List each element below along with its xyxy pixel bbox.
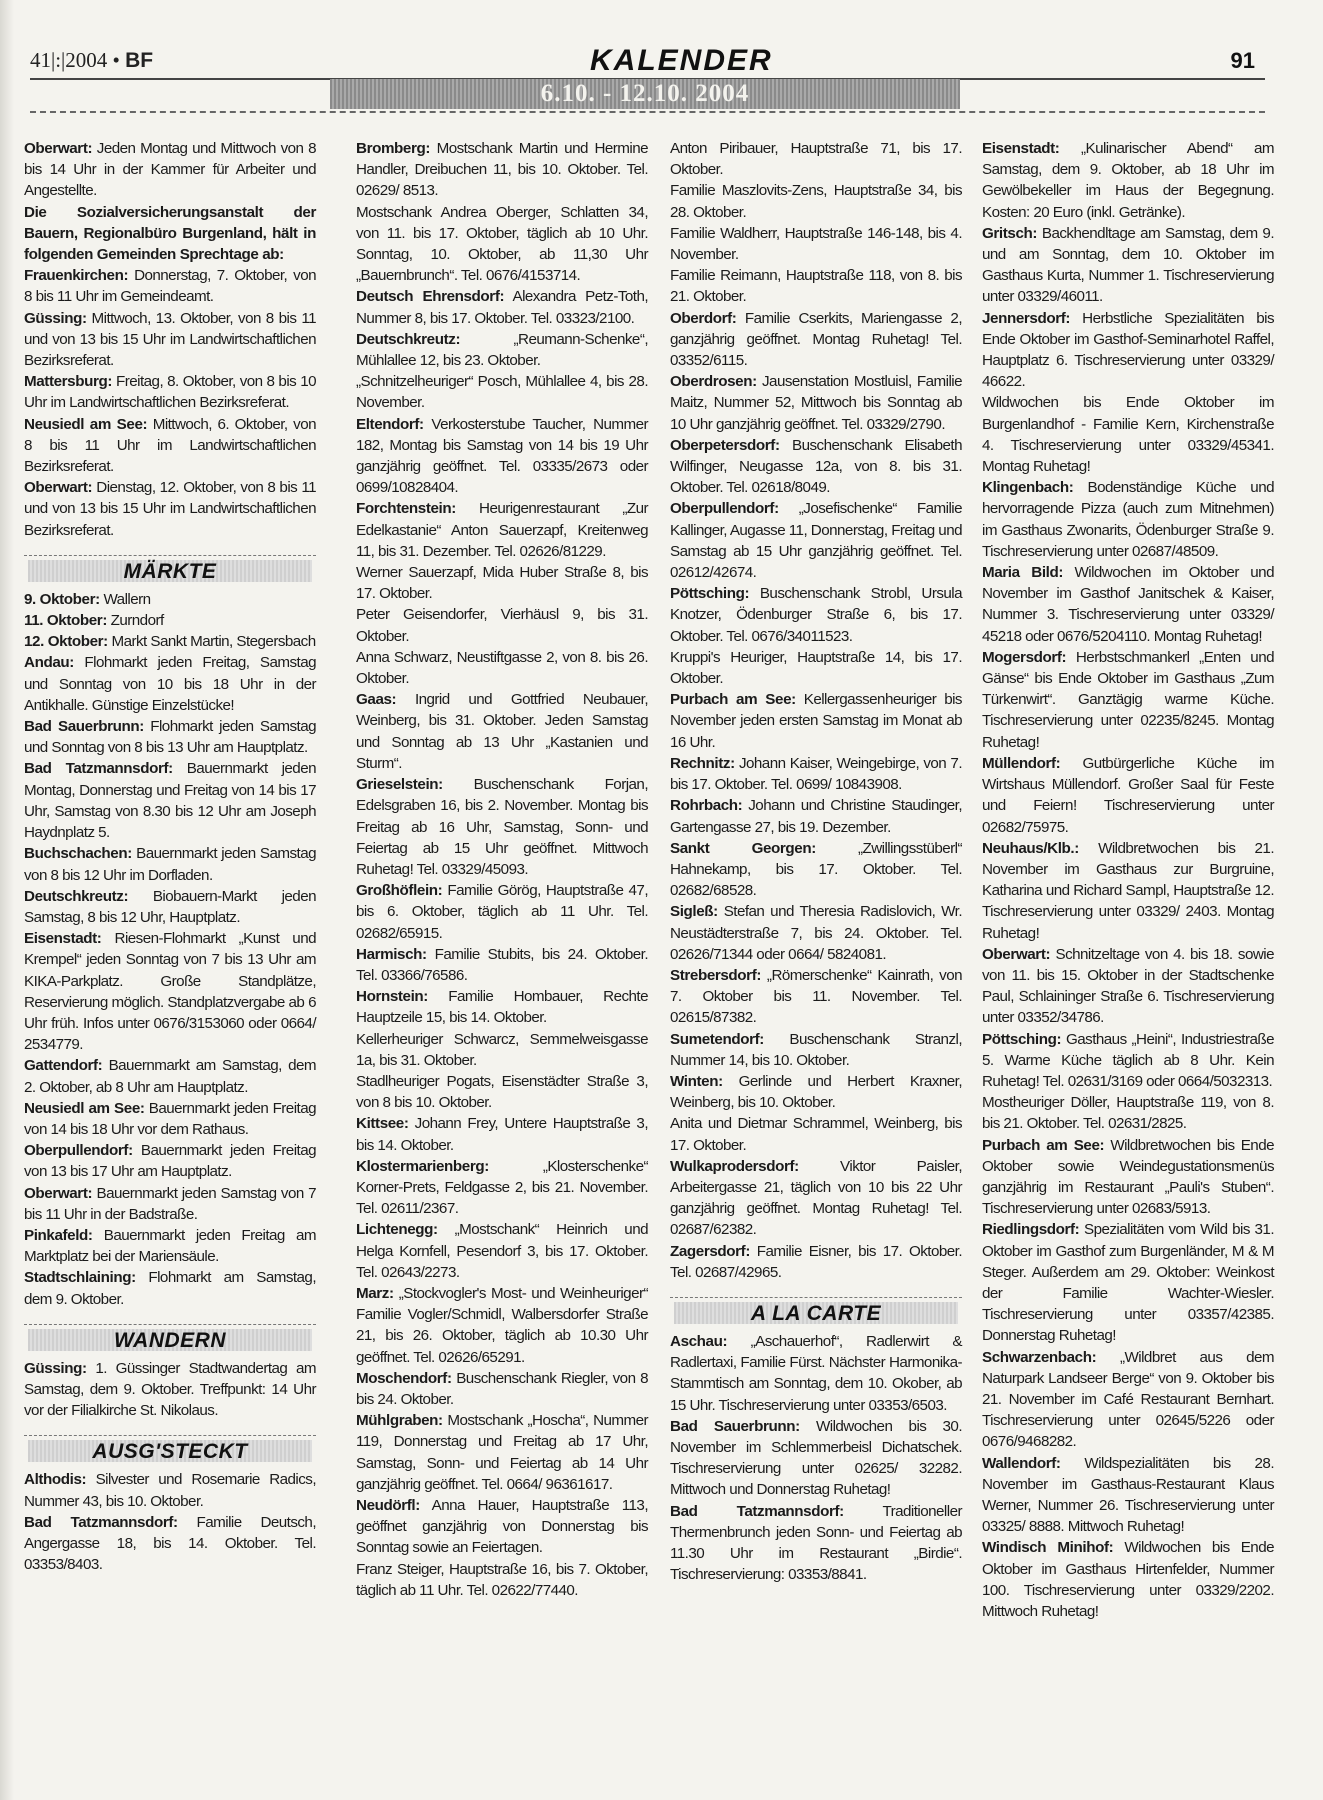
listing-text: Donnerstag, 7. Oktober, von 8 bis 11 Uhr im Gemeindeamt. — [24, 267, 316, 306]
listing-place: Mattersburg: — [24, 373, 113, 391]
listing-text: Silvester und Rosemarie Radics, Nummer 43, bis 10. Oktober. — [24, 1471, 316, 1510]
listing-entry — [24, 1512, 316, 1576]
listing-place: Klingenbach: — [982, 479, 1074, 497]
listing-entry — [982, 1453, 1274, 1538]
listing-entry — [24, 371, 316, 413]
listing-entry — [670, 1071, 962, 1113]
listing-text: Anna Hauer, Hauptstraße 113, geöffnet ganzjährig von Donnerstag bis Sonntag sowie an Feiertagen. — [356, 1497, 648, 1557]
column-1 — [24, 138, 316, 1575]
listing-place: Güssing: — [24, 1359, 87, 1377]
listing-place: Purbach am See: — [982, 1136, 1105, 1154]
listing-place: Frauenkirchen: — [24, 267, 129, 285]
listing-place: Oberwart: — [982, 945, 1051, 963]
wandern-list — [24, 1358, 316, 1422]
listing-entry — [670, 901, 962, 965]
listing-entry — [982, 1219, 1274, 1346]
listing-place: Windisch Minihof: — [982, 1539, 1114, 1557]
column-2 — [356, 138, 648, 1601]
listing-entry — [356, 202, 648, 287]
listing-text: „Wildbret aus dem Naturpark Landseer Berge“ von 9. Oktober bis 21. November im Café Restaurant Bernhart. Tischreservierung unter 02645/5226 oder 0676/9468282. — [982, 1348, 1274, 1451]
listing-entry — [670, 689, 962, 753]
listing-text: „Klosterschenke“ Korner-Prets, Feldgasse 2, bis 21. November. Tel. 02611/2367. — [356, 1157, 648, 1218]
listing-entry — [982, 647, 1274, 753]
listing-text: Bauernmarkt jeden Freitag am Marktplatz bei der Mariensäule. — [24, 1226, 316, 1266]
listing-entry — [982, 1347, 1274, 1453]
listing-entry — [356, 1156, 648, 1220]
listing-text: Bauernmarkt jeden Samstag von 8 bis 12 Uhr im Dorfladen. — [24, 845, 316, 884]
listing-text: Peter Geisendorfer, Vierhäusl 9, bis 31. Oktober. — [356, 606, 648, 645]
listing-entry — [982, 1029, 1274, 1093]
listing-place: Klostermarienberg: — [356, 1157, 489, 1175]
listing-place: Güssing: — [24, 309, 87, 327]
listing-place: Jennersdorf: — [982, 309, 1071, 327]
listing-place: Neuhaus/Klb.: — [982, 839, 1079, 857]
listing-entry — [356, 1559, 648, 1601]
listing-place: Eltendorf: — [356, 415, 424, 433]
listing-entry — [24, 1267, 316, 1309]
listing-text: Bauernmarkt jeden Freitag von 13 bis 17 Uhr am Hauptplatz. — [24, 1142, 316, 1181]
listing-text: Anita und Dietmar Schrammel, Weinberg, bis 17. Oktober. — [670, 1115, 962, 1154]
listing-entry — [356, 1283, 648, 1368]
listing-text: Buschenschank Forjan, Edelsgraben 16, bis 2. November. Montag bis Freitag ab 16 Uhr, Samstag, Sonn- und Feiertag ab 15 Uhr geöffnet. Mittwoch Ruhetag! Tel. 03329/45093. — [356, 776, 648, 878]
ausgsteckt-list-part3 — [670, 138, 962, 1283]
listing-place: Neusiedl am See: — [24, 415, 148, 433]
listing-text: Johann und Christine Staudinger, Gartengasse 27, bis 19. Dezember. — [670, 797, 962, 836]
listing-entry — [356, 1219, 648, 1283]
section-dash — [24, 1435, 316, 1436]
listing-entry — [356, 1029, 648, 1071]
listing-place: Wulkaprodersdorf: — [670, 1157, 799, 1175]
listing-entry — [24, 308, 316, 372]
listing-text: Anna Schwarz, Neustiftgasse 2, von 8. bis 26. Oktober. — [356, 648, 648, 688]
listing-place: Hornstein: — [356, 988, 428, 1006]
listing-entry — [670, 647, 962, 689]
listing-text: 1. Güssinger Stadtwandertag am Samstag, dem 9. Oktober. Treffpunkt: 14 Uhr vor der Filialkirche St. Nikolaus. — [24, 1359, 316, 1420]
listing-place: 11. Oktober: — [24, 612, 107, 630]
listing-text: Flohmarkt jeden Samstag und Sonntag von 8 bis 13 Uhr am Hauptplatz. — [24, 718, 316, 757]
listing-place: Buchschachen: — [24, 845, 132, 863]
listing-text: Jausenstation Mostluisl, Familie Maitz, Nummer 52, Mittwoch bis Sonntag ab 10 Uhr ganzjährig geöffnet. Tel. 03329/2790. — [670, 373, 962, 433]
listing-entry — [670, 795, 962, 837]
listing-entry — [356, 880, 648, 944]
listing-text: Familie Eisner, bis 17. Oktober. Tel. 02687/42965. — [670, 1242, 962, 1281]
listing-text: Verkosterstube Taucher, Nummer 182, Montag bis Samstag von 14 bis 19 Uhr ganzjährig geöffnet. Tel. 03335/2673 oder 0699/10828404. — [356, 415, 648, 497]
listing-place: Strebersdorf: — [670, 966, 762, 984]
listing-text: „Reumann-Schenke“, Mühlallee 12, bis 23. Oktober. — [356, 330, 648, 370]
page-header — [30, 44, 1265, 78]
section-header-alacarte — [670, 1297, 962, 1325]
listing-text: Riesen-Flohmarkt „Kunst und Krempel“ jeden Sonntag von 7 bis 13 Uhr am KIKA-Parkplatz. Große Standplätze, Reservierung möglich. Standplatzvergabe ab 6 Uhr früh. Infos unter 0676/3153060 oder 0664/ 2534779. — [24, 930, 316, 1054]
listing-entry — [670, 1501, 962, 1586]
listing-entry — [24, 202, 316, 266]
listing-text: Bauernmarkt jeden Freitag von 14 bis 18 Uhr vor dem Rathaus. — [24, 1099, 316, 1138]
listing-text: Herbstschmankerl „Enten und Gänse“ bis Ende Oktober im Gasthaus „Zum Türkenwirt“. Ganztägig warme Küche. Tischreservierung unter 02235/8245. Montag Ruhetag! — [982, 648, 1274, 751]
listing-entry — [982, 477, 1274, 562]
listing-entry — [24, 1140, 316, 1182]
section-dash — [670, 1297, 962, 1298]
listing-place: Pöttsching: — [670, 585, 750, 603]
listing-text: Franz Steiger, Hauptstraße 16, bis 7. Oktober, täglich ab 11 Uhr. Tel. 02622/77440. — [356, 1560, 648, 1599]
alacarte-list-part1 — [670, 1331, 962, 1585]
listing-place: Sankt Georgen: — [670, 839, 816, 857]
listing-text: Familie Maszlovits-Zens, Hauptstraße 34, bis 28. Oktober. — [670, 182, 962, 221]
listing-text: Anton Piribauer, Hauptstraße 71, bis 17. Oktober. — [670, 140, 962, 179]
listing-entry — [356, 371, 648, 413]
listing-place: Oberpullendorf: — [670, 500, 779, 518]
listing-entry — [24, 1358, 316, 1422]
listing-entry — [356, 498, 648, 562]
listing-entry — [670, 1241, 962, 1283]
listing-place: Eisenstadt: — [24, 930, 102, 948]
listing-text: „Römerschenke“ Kainrath, von 7. Oktober bis 11. November. Tel. 02615/87382. — [670, 966, 962, 1027]
listing-text: Traditioneller Thermenbrunch jeden Sonn- und Feiertag ab 11.30 Uhr im Restaurant „Birdie“. Tischreservierung: 03353/8841. — [670, 1502, 962, 1584]
listing-place: Marz: — [356, 1284, 394, 1302]
listing-place: Bromberg: — [356, 140, 431, 157]
listing-entry — [356, 647, 648, 689]
listing-entry — [24, 652, 316, 716]
issue-number: 41|:|2004 — [30, 48, 108, 72]
section-title-alacarte: A LA CARTE — [674, 1302, 958, 1324]
listing-entry — [670, 435, 962, 499]
listing-place: Riedlingsdorf: — [982, 1221, 1080, 1239]
issue-info — [30, 48, 153, 73]
listing-entry — [24, 843, 316, 885]
listing-place: Althodis: — [24, 1471, 87, 1489]
listing-entry — [982, 1135, 1274, 1220]
listing-text: Herbstliche Spezialitäten bis Ende Oktober im Gasthof-Seminarhotel Raffel, Hauptplatz 6. Tischreservierung unter 03329/ 46622. — [982, 309, 1274, 391]
listing-text: Wildbretwochen bis Ende Oktober sowie Weindegustationsmenüs ganzjährig im Restaurant „Pauli's Stuben“. Tischreservierung unter 02683/5913. — [982, 1136, 1274, 1218]
listing-place: Stadtschlaining: — [24, 1269, 136, 1287]
listing-entry — [24, 1055, 316, 1097]
listing-text: „Kulinarischer Abend“ am Samstag, dem 9. Oktober, ab 18 Uhr im Gewölbekeller im Haus der Begegnung. Kosten: 20 Euro (inkl. Getränke). — [982, 140, 1274, 221]
listing-place: Aschau: — [670, 1332, 728, 1350]
column-4 — [982, 138, 1274, 1622]
listing-place: Die Sozialversicherungsanstalt der Bauern, Regionalbüro Burgenland, hält in folgenden Gemeinden Sprechtage ab: — [24, 203, 316, 264]
listing-place: Forchtenstein: — [356, 500, 456, 518]
date-range-band: 6.10. - 12.10. 2004 — [330, 79, 960, 109]
listing-entry — [982, 1092, 1274, 1134]
listing-entry — [670, 1331, 962, 1416]
listing-place: Zagersdorf: — [670, 1242, 750, 1260]
brand-label: BF — [125, 49, 154, 72]
listing-place: Oberpullendorf: — [24, 1142, 133, 1160]
listing-text: Johann Kaiser, Weingebirge, von 7. bis 17. Oktober. Tel. 0699/ 10843908. — [670, 754, 962, 794]
listing-text: Familie Görög, Hauptstraße 47, bis 6. Oktober, täglich ab 11 Uhr. Tel. 02682/65915. — [356, 882, 648, 942]
listing-entry — [356, 1113, 648, 1155]
section-dash — [24, 1324, 316, 1325]
listing-place: Bad Tatzmannsdorf: — [24, 1513, 178, 1531]
listing-place: Rohrbach: — [670, 797, 743, 815]
listing-text: Werner Sauerzapf, Mida Huber Straße 8, bis 17. Oktober. — [356, 564, 648, 603]
listing-text: Heurigenrestaurant „Zur Edelkastanie“ Anton Sauerzapf, Kreitenweg 11, bis 31. Dezember. Tel. 02626/81229. — [356, 500, 648, 560]
listing-entry — [982, 392, 1274, 477]
listing-entry — [356, 689, 648, 774]
listing-text: Mittwoch, 13. Oktober, von 8 bis 11 und von 13 bis 15 Uhr im Landwirtschaftlichen Bezirksreferat. — [24, 309, 316, 370]
listing-entry — [670, 965, 962, 1029]
listing-entry — [356, 1071, 648, 1113]
listing-place: Moschendorf: — [356, 1369, 452, 1387]
listing-place: Eisenstadt: — [982, 140, 1060, 157]
listing-entry — [24, 716, 316, 758]
listing-text: Wildwochen im Oktober und November im Gasthof Janitschek & Kaiser, Nummer 3. Tischreservierung unter 03329/ 45218 oder 0676/5204110. Montag Ruhetag! — [982, 564, 1274, 645]
listing-entry — [24, 758, 316, 843]
listing-text: Gutbürgerliche Küche im Wirtshaus Müllendorf. Großer Saal für Feste und Feiern! Tischreservierung unter 02682/75975. — [982, 754, 1274, 836]
listing-place: Oberdrosen: — [670, 373, 757, 391]
listing-place: Lichtenegg: — [356, 1221, 438, 1239]
listing-place: Mogersdorf: — [982, 648, 1067, 666]
listing-text: Freitag, 8. Oktober, von 8 bis 10 Uhr im Landwirtschaftlichen Bezirksreferat. — [24, 373, 316, 412]
listing-text: Bodenständige Küche und hervorragende Pizza (auch zum Mitnehmen) im Gasthaus Zwonarits, Ödenburger Straße 9. Tischreservierung unter 02687/48509. — [982, 479, 1274, 560]
listing-place: Neusiedl am See: — [24, 1099, 145, 1117]
listing-place: Großhöflein: — [356, 882, 443, 900]
listing-text: Mittwoch, 6. Oktober, von 8 bis 11 Uhr im Landwirtschaftlichen Bezirksreferat. — [24, 415, 316, 476]
listing-text: „Schnitzelheuriger“ Posch, Mühlallee 4, bis 28. November. — [356, 373, 648, 412]
dashed-divider — [30, 111, 1265, 113]
listing-entry — [670, 1029, 962, 1071]
listing-text: „Aschauerhof“, Radlerwirt & Radlertaxi, Familie Fürst. Nächster Harmonika-Stammtisch am Sonntag, dem 10. Okober, ab 15 Uhr. Tischreservierung unter 03353/6503. — [670, 1332, 962, 1414]
listing-text: „Mostschank“ Heinrich und Helga Kornfell, Pesendorf 3, bis 17. Oktober. Tel. 02643/2273. — [356, 1221, 648, 1281]
listing-place: Pöttsching: — [982, 1030, 1062, 1048]
listing-text: Jeden Montag und Mittwoch von 8 bis 14 Uhr in der Kammer für Arbeiter und Angestellte. — [24, 140, 316, 200]
listing-text: Wildbretwochen bis 21. November im Gasthaus zur Burgruine, Katharina und Richard Sampl, Hauptstraße 12. Tischreservierung unter 03329/ 2403. Montag Ruhetag! — [982, 839, 1274, 942]
listing-entry — [356, 562, 648, 604]
listing-text: Mostheuriger Döller, Hauptstraße 119, von 8. bis 21. Oktober. Tel. 02631/2825. — [982, 1094, 1274, 1133]
listing-text: Buschenschank Stranzl, Nummer 14, bis 10. Oktober. — [670, 1030, 962, 1069]
section-header-maerkte — [24, 555, 316, 583]
listing-text: Flohmarkt jeden Freitag, Samstag und Sonntag von 10 bis 18 Uhr in der Antikhalle. Günstige Einzelstücke! — [24, 654, 316, 714]
listing-place: Deutsch Ehrensdorf: — [356, 288, 505, 306]
listing-entry — [982, 944, 1274, 1029]
listing-entry — [24, 414, 316, 478]
listing-entry — [670, 583, 962, 647]
listing-place: Oberpetersdorf: — [670, 436, 780, 454]
listing-place: Gaas: — [356, 691, 397, 709]
section-dash — [24, 555, 316, 556]
listing-entry — [24, 1183, 316, 1225]
listing-entry — [356, 1410, 648, 1495]
listing-place: Oberwart: — [24, 479, 93, 497]
listing-place: Grieselstein: — [356, 776, 443, 794]
section-title-wandern: WANDERN — [28, 1329, 312, 1351]
ausgsteckt-list-part1 — [24, 1469, 316, 1575]
listing-text: Buschenschank Strobl, Ursula Knotzer, Ödenburger Straße 6, bis 17. Oktober. Tel. 0676/34011523. — [670, 585, 962, 645]
listing-entry — [670, 1156, 962, 1241]
alacarte-list-part2 — [982, 138, 1274, 1622]
listing-text: Wildspezialitäten bis 28. November im Gasthaus-Restaurant Klaus Werner, Nummer 26. Tischreservierung unter 03325/ 8888. Mittwoch Ruhetag! — [982, 1454, 1274, 1536]
listing-place: 9. Oktober: — [24, 590, 100, 608]
listing-entry — [982, 223, 1274, 308]
listing-place: Mühlgraben: — [356, 1412, 443, 1430]
listing-text: Wildwochen bis Ende Oktober im Gasthaus Hirtenfelder, Nummer 100. Tischreservierung unter 03329/2202. Mittwoch Ruhetag! — [982, 1539, 1274, 1621]
issue-bullet: • — [112, 48, 120, 72]
listing-text: Mostschank Martin und Hermine Handler, Dreibuchen 11, bis 10. Oktober. Tel. 02629/ 8513. — [356, 140, 648, 200]
listing-place: Gritsch: — [982, 224, 1038, 242]
listing-entry — [982, 838, 1274, 944]
listing-entry — [24, 265, 316, 307]
listing-text: Stadlheuriger Pogats, Eisenstädter Straße 3, von 8 bis 10. Oktober. — [356, 1072, 648, 1112]
listing-place: Bad Sauerbrunn: — [670, 1417, 800, 1435]
listing-text: Markt Sankt Martin, Stegersbach — [107, 633, 316, 651]
listing-entry — [356, 414, 648, 499]
listing-text: „Stockvogler's Most- und Weinheuriger“ Familie Vogler/Schmidl, Walbersdorfer Straße 21, bis 26. Oktober, täglich ab 10.30 Uhr geöffnet. Tel. 02626/65291. — [356, 1284, 648, 1366]
listing-entry — [670, 180, 962, 222]
listing-place: Maria Bild: — [982, 564, 1064, 582]
listing-text: Alexandra Petz-Toth, Nummer 8, bis 17. Oktober. Tel. 03323/2100. — [356, 288, 649, 327]
listing-place: Winten: — [670, 1072, 723, 1090]
listing-text: Kellergassenheuriger bis November jeden ersten Samstag im Monat ab 16 Uhr. — [670, 691, 962, 751]
listing-entry — [356, 138, 648, 202]
page-title: KALENDER — [590, 44, 773, 77]
listing-entry — [24, 1098, 316, 1140]
listing-text: Familie Deutsch, Angergasse 18, bis 14. Oktober. Tel. 03353/8403. — [24, 1513, 316, 1574]
listing-text: Bauernmarkt jeden Montag, Donnerstag und Freitag von 14 bis 17 Uhr, Samstag von 8.30 bis 12 Uhr am Joseph Haydnplatz 5. — [24, 760, 316, 842]
listing-entry — [24, 589, 316, 610]
listing-entry — [24, 138, 316, 202]
listing-text: Familie Cserkits, Mariengasse 2, ganzjährig geöffnet. Montag Ruhetag! Tel. 03352/6115. — [670, 309, 962, 370]
column-3 — [670, 138, 962, 1585]
listing-text: Johann Frey, Untere Hauptstraße 3, bis 14. Oktober. — [356, 1115, 648, 1154]
listing-text: Ingrid und Gottfried Neubauer, Weinberg, bis 31. Oktober. Jeden Samstag und Sonntag ab 13 Uhr „Kastanien und Sturm“. — [356, 691, 648, 772]
listing-text: Familie Stubits, bis 24. Oktober. Tel. 03366/76586. — [356, 945, 648, 984]
listing-text: Mostschank Andrea Oberger, Schlatten 34, von 11. bis 17. Oktober, täglich ab 10 Uhr. Sonntag, 10. Oktober, ab 11,30 Uhr „Bauernbrunch“. Tel. 0676/4153714. — [356, 203, 648, 285]
listing-place: Oberwart: — [24, 140, 93, 157]
listing-entry — [982, 308, 1274, 393]
listing-entry — [670, 265, 962, 307]
section-header-ausgsteckt — [24, 1435, 316, 1463]
listing-text: Wildwochen bis 30. November im Schlemmerbeisl Dichatschek. Tischreservierung unter 02625/ 32282. Mittwoch und Donnerstag Ruhetag! — [670, 1417, 962, 1499]
listing-text: Biobauern-Markt jeden Samstag, 8 bis 12 Uhr, Hauptplatz. — [24, 887, 316, 926]
listing-place: Deutschkreutz: — [24, 887, 129, 905]
listing-entry — [356, 944, 648, 986]
listing-place: Oberwart: — [24, 1184, 93, 1202]
listing-text: Viktor Paisler, Arbeitergasse 21, täglich von 10 bis 22 Uhr ganzjährig geöffnet. Montag Ruhetag! Tel. 02687/62382. — [670, 1157, 962, 1239]
listing-entry — [24, 928, 316, 1055]
listing-place: Purbach am See: — [670, 691, 796, 709]
listing-place: Gattendorf: — [24, 1057, 103, 1075]
page-number: 91 — [1230, 48, 1255, 73]
listing-text: Wallern — [99, 590, 151, 608]
listing-place: Wallendorf: — [982, 1454, 1061, 1472]
listing-entry — [670, 371, 962, 435]
listing-entry — [670, 1416, 962, 1501]
listing-place: Bad Sauerbrunn: — [24, 718, 144, 736]
listing-entry — [670, 223, 962, 265]
listing-entry — [982, 562, 1274, 647]
page-binding-shadow — [0, 0, 14, 1800]
listing-entry — [670, 838, 962, 902]
listing-text: „Zwillingsstüberl“ Hahnekamp, bis 17. Oktober. Tel. 02682/68528. — [670, 839, 962, 900]
section-title-maerkte: MÄRKTE — [28, 560, 312, 582]
listing-entry — [670, 1113, 962, 1155]
listing-text: Bauernmarkt jeden Samstag von 7 bis 11 Uhr in der Badstraße. — [24, 1184, 316, 1223]
listing-entry — [24, 477, 316, 541]
listing-text: Flohmarkt am Samstag, dem 9. Oktober. — [24, 1269, 316, 1308]
listing-entry — [24, 1225, 316, 1267]
listing-place: Sigleß: — [670, 903, 718, 921]
listing-entry — [670, 308, 962, 372]
listing-entry — [24, 1469, 316, 1511]
listing-text: Dienstag, 12. Oktober, von 8 bis 11 und von 13 bis 15 Uhr im Landwirtschaftlichen Bezirksreferat. — [24, 479, 316, 539]
listing-text: Mostschank „Hoscha“, Nummer 119, Donnerstag und Freitag ab 17 Uhr, Samstag, Sonn- und Feiertag ab 14 Uhr ganzjährig geöffnet. Tel. 0664/ 96361617. — [356, 1412, 648, 1493]
listing-text: Buschenschank Riegler, von 8 bis 24. Oktober. — [356, 1369, 648, 1408]
listing-place: Sumetendorf: — [670, 1030, 764, 1048]
listing-entry — [982, 138, 1274, 223]
listing-text: Schnitzeltage von 4. bis 18. sowie von 11. bis 15. Oktober in der Stadtschenke Paul, Schlaininger Straße 6. Tischreservierung unter 03352/34786. — [982, 945, 1274, 1027]
ausgsteckt-list-part2 — [356, 138, 648, 1601]
listing-entry — [356, 986, 648, 1028]
maerkte-list — [24, 589, 316, 1310]
listing-place: Pinkafeld: — [24, 1226, 93, 1244]
listing-entry — [356, 1368, 648, 1410]
listing-text: Familie Reimann, Hauptstraße 118, von 8. bis 21. Oktober. — [670, 267, 962, 306]
listing-place: Kittsee: — [356, 1115, 409, 1133]
listing-entry — [670, 753, 962, 795]
listing-text: Kellerheuriger Schwarcz, Semmelweisgasse 1a, bis 31. Oktober. — [356, 1030, 648, 1069]
listing-text: Stefan und Theresia Radislovich, Wr. Neustädterstraße 7, bis 24. Oktober. Tel. 02626/71344 oder 0664/ 5824081. — [670, 903, 962, 963]
listing-text: Spezialitäten vom Wild bis 31. Oktober im Gasthof zum Burgenländer, M & M Steger. Außerdem am 29. Oktober: Weinkost der Familie Wachter-Wiesler. Tischreservierung unter 03357/42385. Donnerstag Ruhetag! — [982, 1221, 1274, 1345]
listing-text: Familie Hombauer, Rechte Hauptzeile 15, bis 14. Oktober. — [356, 988, 648, 1027]
listing-entry — [982, 753, 1274, 838]
section-title-ausgsteckt: AUSG'STECKT — [28, 1440, 312, 1462]
listing-place: Rechnitz: — [670, 754, 735, 772]
listing-place: Müllendorf: — [982, 754, 1061, 772]
listing-place: Oberdorf: — [670, 309, 737, 327]
listing-text: Gasthaus „Heini“, Industriestraße 5. Warme Küche täglich ab 8 Uhr. Kein Ruhetag! Tel. 02631/3169 oder 0664/5032313. — [982, 1030, 1274, 1090]
listing-place: Neudörfl: — [356, 1497, 420, 1514]
listing-text: Familie Waldherr, Hauptstraße 146-148, bis 4. November. — [670, 224, 962, 264]
listing-entry — [356, 604, 648, 646]
listing-place: Bad Tatzmannsdorf: — [24, 760, 173, 778]
listing-entry — [356, 1495, 648, 1559]
listing-entry — [24, 886, 316, 928]
listing-text: Bauernmarkt am Samstag, dem 2. Oktober, ab 8 Uhr am Hauptplatz. — [24, 1057, 316, 1096]
listing-place: Harmisch: — [356, 945, 427, 963]
section-header-wandern — [24, 1324, 316, 1352]
sprechtage-list — [24, 138, 316, 541]
listing-text: Backhendltage am Samstag, dem 9. und am Sonntag, dem 10. Oktober im Gasthaus Kurta, Nummer 1. Tischreservierung unter 03329/46011. — [982, 224, 1274, 306]
listing-text: „Josefischenke“ Familie Kallinger, Augasse 11, Donnerstag, Freitag und Samstag ab 15 Uhr ganzjährig geöffnet. Tel. 02612/42674. — [670, 500, 962, 582]
listing-entry — [670, 498, 962, 583]
listing-place: Deutschkreutz: — [356, 330, 461, 348]
listing-entry — [24, 610, 316, 631]
listing-text: Zurndorf — [106, 612, 164, 630]
listing-entry — [24, 631, 316, 652]
listing-place: Schwarzenbach: — [982, 1348, 1097, 1366]
listing-place: Bad Tatzmannsdorf: — [670, 1502, 844, 1520]
listing-entry — [356, 329, 648, 371]
listing-text: Wildwochen bis Ende Oktober im Burgenlandhof - Familie Kern, Kirchenstraße 4. Tischreservierung unter 03329/45341. Montag Ruhetag! — [982, 394, 1274, 476]
listing-entry — [356, 774, 648, 880]
listing-text: Gerlinde und Herbert Kraxner, Weinberg, bis 10. Oktober. — [670, 1072, 962, 1112]
listing-place: Andau: — [24, 654, 74, 672]
listing-entry — [670, 138, 962, 180]
listing-entry — [982, 1537, 1274, 1622]
listing-place: 12. Oktober: — [24, 633, 108, 651]
listing-text: Buschenschank Elisabeth Wilfinger, Neugasse 12a, von 8. bis 31. Oktober. Tel. 02618/8049. — [670, 436, 962, 497]
listing-entry — [356, 286, 648, 328]
listing-text: Kruppi's Heuriger, Hauptstraße 14, bis 17. Oktober. — [670, 648, 962, 688]
